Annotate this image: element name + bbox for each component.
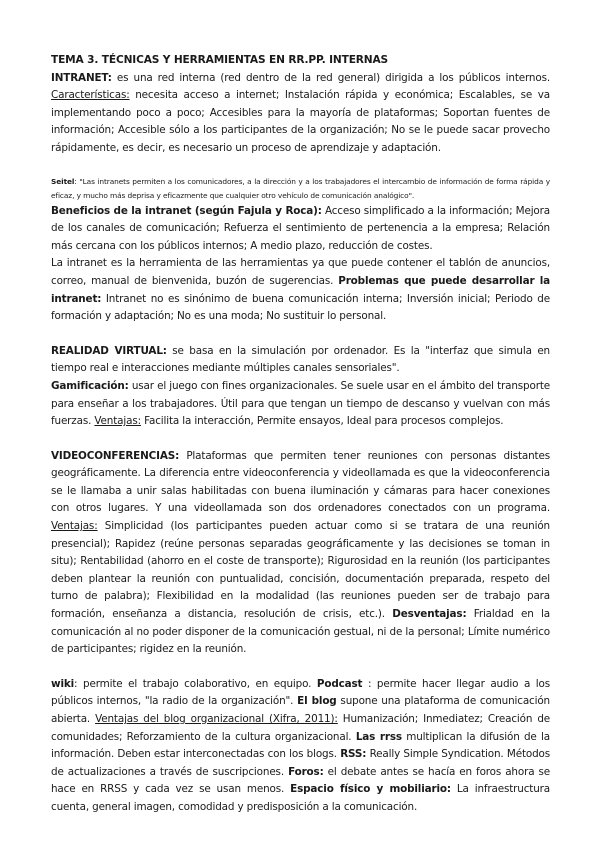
problemas-label: Problemas que puede desarrollar la intranet:: [51, 274, 550, 305]
rrss-term: Las rrss: [355, 730, 402, 743]
rrss-text: multiplican la difusión de la información. Deben estar interconectadas con los blogs.: [51, 730, 550, 761]
blog-text: supone una plataforma de comunicación abierta.: [51, 695, 550, 725]
herramientas-text: La intranet es la herramienta de las herramientas ya que puede contener el tablón de anuncios, correo, manual de bienvenida, buzón de sugerencias.: [51, 257, 550, 287]
intranet-paragraph: [51, 70, 550, 158]
blog-ventajas-text: Humanización; Inmediatez; Creación de comunidades; Reforzamiento de la cultura organizacional.: [51, 713, 551, 743]
page-title: TEMA 3. TÉCNICAS Y HERRAMIENTAS EN RR.PP. INTERNAS: [51, 54, 389, 66]
video-ventajas-text: Simplicidad (los participantes pueden actuar como si se tratara de una reunión presencial); Rapidez (reúne personas separadas geográficamente y las decisiones se toman in situ); Rentabilidad (ahorro en el coste de transporte); Rigurosidad en la reunión (los participantes deben plantear la reunión con puntualidad, concisión, documentación preparada, respeto del turno de palabra); Flexibilidad en la modalidad (las reuniones pueden ser de trabajo para formación, enseñanza a distancia, resolución de crisis, etc.).: [51, 520, 550, 621]
intranet-term: INTRANET:: [51, 71, 112, 84]
caracteristicas-text: necesita acceso a internet; Instalación rápida y económica; Escalables, se va implementando poco a poco; Accesibles para la mayoría de plataformas; Soportan fuentes de información; Accesible sólo a los participantes de la organización; No se le puede sacar provecho rápidamente, es decir, es necesario un proceso de aprendizaje y adaptación.: [51, 89, 550, 154]
seitel-label: Seitel: [51, 176, 75, 186]
spacer: [51, 431, 550, 448]
videoconferencias-paragraph: [51, 448, 550, 659]
beneficios-paragraph: [51, 203, 550, 256]
seitel-quote: [51, 175, 550, 203]
blog-term: El blog: [297, 695, 337, 708]
espacio-term: Espacio físico y mobiliario:: [290, 783, 451, 796]
gamificacion-term: Gamificación:: [51, 379, 129, 392]
gamificacion-text: usar el juego con fines organizacionales. Se suele usar en el ámbito del transporte para enseñar a los trabajadores. Útil para que tengan un tiempo de descanso y vuelvan con más fuerzas.: [51, 379, 550, 428]
herramientas-paragraph: [51, 255, 550, 325]
spacer: [51, 326, 550, 343]
video-desventajas-text: Frialdad en la comunicación al no poder disponer de la comunicación gestual, ni de la personal; Límite numérico de participantes; rigidez en la reunión.: [51, 608, 550, 656]
problemas-text: Intranet no es sinónimo de buena comunicación interna; Inversión inicial; Periodo de formación y adaptación; No es una moda; No sustituir lo personal.: [51, 292, 550, 323]
realidad-virtual-paragraph: [51, 343, 550, 378]
gamificacion-paragraph: [51, 378, 550, 431]
seitel-text: : "Las intranets permiten a los comunicadores, a la dirección y a los trabajadores el intercambio de información de forma rápida y eficaz, y mucho más deprisa y eficazmente que cualquier otro vehículo de comunicación analógico".: [51, 176, 550, 200]
rss-term: RSS:: [340, 748, 367, 761]
video-desventajas-label: Desventajas:: [392, 608, 467, 621]
podcast-text: : permite hacer llegar audio a los públicos internos, "la radio de la organización".: [51, 677, 550, 708]
videoconferencias-term: VIDEOCONFERENCIAS:: [51, 449, 180, 462]
espacio-text: La infraestructura cuenta, general imagen, comodidad y predisposición a la comunicación.: [51, 783, 550, 813]
foros-term: Foros:: [288, 765, 324, 778]
podcast-term: Podcast: [316, 677, 363, 690]
web-tools-paragraph: [51, 676, 550, 817]
realidad-virtual-text: se basa en la simulación por ordenador. Es la "interfaz que simula en tiempo real e interacciones mediante múltiples canales sensoriales".: [51, 344, 550, 375]
rss-text: Really Simple Syndication. Métodos de actualizaciones a través de suscripciones.: [51, 748, 550, 778]
video-ventajas-label: Ventajas:: [51, 520, 98, 533]
wiki-term: wiki: [51, 677, 75, 690]
blog-ventajas-label: Ventajas del blog organizacional (Xifra, 2011):: [95, 713, 338, 725]
realidad-virtual-term: REALIDAD VIRTUAL:: [51, 344, 167, 357]
spacer: [51, 158, 550, 175]
wiki-text: : permite el trabajo colaborativo, en equipo.: [74, 677, 317, 690]
beneficios-label: Beneficios de la intranet (según Fajula y Roca):: [51, 204, 322, 217]
foros-text: el debate antes se hacía en foros ahora se hace en RRSS y cada vez se usan menos.: [51, 765, 550, 796]
spacer: [51, 659, 550, 676]
gamificacion-ventajas-text: Facilita la interacción, Permite ensayos, Ideal para procesos complejos.: [140, 415, 504, 428]
intranet-definition: es una red interna (red dentro de la red general) dirigida a los públicos internos.: [111, 71, 550, 84]
videoconferencias-text: Plataformas que permiten tener reuniones con personas distantes geográficamente. La diferencia entre videoconferencia y videollamada es que la videoconferencia se le llamaba a unir salas habilitadas con buena iluminación y cámaras para hacer conexiones con otros lugares. Y una videollamada son dos ordenadores conectados con un programa.: [51, 449, 550, 515]
beneficios-text: Acceso simplificado a la información; Mejora de los canales de comunicación; Refuerza el sentimiento de pertenencia a la empresa; Relación más cercana con los públicos internos; A medio plazo, reducción de costes.: [51, 204, 550, 252]
caracteristicas-label: Características:: [51, 89, 130, 102]
gamificacion-ventajas-label: Ventajas:: [94, 415, 141, 428]
